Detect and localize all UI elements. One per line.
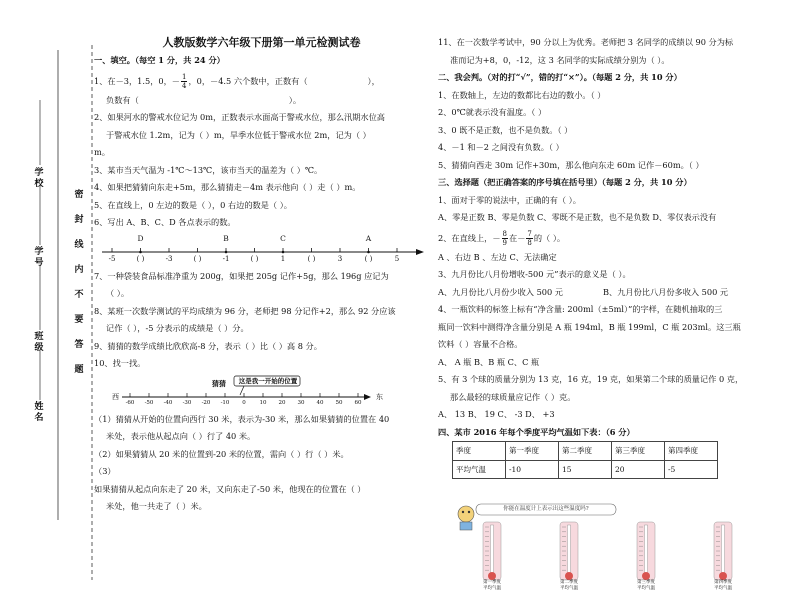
q1-text-b: ，0，－4.5 六个数中，正数有（ [188,75,308,86]
section2-heading: 二、我会判。（对的打“√”，错的打“×”）。（每题 2 分，共 10 分） [438,72,682,82]
thermometer-illustration [452,500,772,596]
q2-line2: 于警戒水位 1.2m，记为（ ）m，旱季水位低于警戒水位 2m，记为（ ） [106,129,371,140]
left-column [94,52,429,516]
q6-line: 6、写出 A、B、C、D 各点表示的数。 [94,217,236,227]
tick-label: -20 [201,399,211,406]
tick-label: 1 [280,254,286,263]
tick-label: -1 [222,254,230,263]
judge-1: 1、在数轴上，左边的数都比右边的数小。（ ） [438,89,606,100]
c2-f1-den: 9 [502,239,507,247]
q11-line2: 准而记为+8，0，-12，这 3 名同学的实际成绩分别为（ ）。 [450,54,670,65]
tick-label: 0 [242,399,246,406]
q10-1-line2: 米处，表示他从起点向（ ）行了 40 米。 [106,431,256,441]
choice-2 [438,227,778,249]
q10-1-line1: （1）猜猜从开始的位置向西行 30 米，表示为-30 米，那么如果猜猜的位置在 40 [94,413,390,424]
judge-4: 4、－1 和－2 之间没有负数。（ ） [438,142,564,152]
tick-label: ( ) [136,254,145,263]
tick-label: 60 [354,399,362,406]
tick-label: 30 [297,399,305,406]
choice-5-options: A、 13 B、 19 C、 -3 D、 +3 [438,409,555,419]
point-letter: B [223,233,229,243]
numline2-caption: 猜猜 [212,378,226,388]
q1-text-c: ）， [367,75,380,86]
choice-3-option-b: B、九月份比八月份多收入 500 元 [603,286,729,297]
choice-2-text-a: 2、在直线上，－ [438,232,501,243]
table-cell: 平均气温 [453,460,506,479]
thermometer-sub: 平均气温 [560,586,578,591]
q2-line1: 2、如果河水的警戒水位记为 0m，正数表示水面高于警戒水位，那么汛期水位高 [94,112,385,122]
tick-label: 3 [337,254,343,263]
choice-2-text-b: 在－ [509,232,526,243]
choice-3: 3、九月份比八月份增收-500 元”表示的意义是（ ）。 [438,269,631,279]
tick-label: -5 [108,254,116,263]
binding-strip [0,40,95,585]
point-dot [367,250,370,253]
thermometer-tube [722,525,725,573]
section4-heading: 四、某市 2016 年每个季度平均气温如下表：（6 分） [438,426,635,437]
thermometer-label [703,580,743,592]
seal-char: 题 [74,365,84,375]
temperature-table [452,441,718,479]
number-line-2 [94,373,429,411]
tick-label: -3 [165,254,173,263]
q7-line2: （ ）。 [106,288,130,298]
thermometer-sub: 平均气温 [637,586,655,591]
q10-line: 10、找一找。 [94,358,146,368]
choice-1-options: A、零是正数 B、零是负数 C、零既不是正数，也不是负数 D、零仅表示没有 [438,212,717,222]
tick-label: 20 [278,399,286,406]
thermometer-label [626,580,666,592]
q1-frac-num: 1 [181,73,187,81]
name-label: 姓名 [34,402,44,423]
choice-4-line1: 4、一瓶饮料的标签上标有“净含量: 200ml（±5ml）”的字样，在随机抽取的三 [438,304,723,314]
section1-heading: 一、填空。（每空 1 分，共 24 分） [94,55,225,65]
choice-5-line1: 5、有 3 个球的质量分别为 13 克，16 克，19 克，如果第二个球的质量记作 0 克， [438,374,744,384]
q11-line1: 11、在一次数学考试中，90 分以上为优秀。老师把 3 名同学的成绩以 90 分为标 [438,37,734,47]
page-title: 人教版数学六年级下册第一单元检测试卷 [162,36,361,49]
east-label: 东 [376,392,383,401]
q1-frac-den: 4 [181,82,187,90]
choice-2-text-c: 的（ ）。 [533,232,566,243]
right-column [438,34,778,479]
table-row [453,460,718,479]
tick-label: 10 [259,399,267,406]
seal-char: 线 [74,240,84,250]
table-cell: 季度 [453,442,506,461]
thermometer-bulb [488,572,496,580]
tick-label: -60 [125,399,135,406]
q1-text-a: 1、在－3，1.5，0，－ [94,75,180,86]
choice-4-line2: 瓶同一饮料中测得净含量分别是 A 瓶 194ml，B 瓶 199ml，C 瓶 203ml。这三瓶 [438,321,741,332]
q1-text-d: 负数有（ [106,94,139,105]
judge-2: 2、0℃就表示没有温度。（ ） [438,107,547,117]
speech-text: 你能在温度计上表示出这些温度吗? [503,506,589,512]
q10-3-line3: 米处，他一共走了（ ）米。 [106,501,207,511]
q1-fraction [181,73,187,90]
c2-f2-num: 7 [527,230,532,238]
c2-f2-den: 8 [527,239,532,247]
q10-3-line1: （3） [94,466,116,476]
thermometer-tube [491,525,494,573]
thermometer-tube [645,525,648,573]
q10-3-line2: 如果猜猜从起点向东走了 20 米，又向东走了-50 米，他现在的位置在（ ） [94,483,366,494]
choice-3-options [438,284,778,302]
q9-line: 9、猜猜的数学成绩比欣欣高-8 分，表示（ ）比（ ）高 8 分。 [94,340,322,351]
thermometer-quarter: 第三季度 [637,580,655,585]
thermometer-sub: 平均气温 [714,586,732,591]
choice-2-frac-1 [502,230,508,247]
point-letter: D [137,233,144,243]
tick-label: ( ) [364,254,373,263]
point-dot [282,250,285,253]
q8-line1: 8、某班一次数学测试的平均成绩为 96 分，老师把 98 分记作+2，那么 92 分应该 [94,305,396,316]
q1-line [94,70,429,92]
school-label: 学校 [34,168,44,189]
table-cell: 第四季度 [665,442,718,461]
table-cell: 第一季度 [506,442,559,461]
id-label: 学号 [34,247,44,268]
tick-label: -50 [144,399,154,406]
judge-5: 5、猜猜向西走 30m 记作+30m，那么他向东走 60m 记作－60m。（ ） [438,159,704,170]
choice-3-option-a: A、九月份比八月份少收入 500 元 [438,286,563,297]
point-letter: A [365,233,372,243]
tick-label: -40 [163,399,173,406]
q1-line2 [94,92,429,110]
q3-line: 3、某市当天气温为 -1℃～13℃，该市当天的温差为（ ）℃。 [94,164,323,175]
seal-text [74,190,84,376]
point-letter: C [280,233,286,243]
q8-line2: 记作（ ），-5 分表示的成绩是（ ）分。 [106,323,249,333]
choice-2-options: A 、右边 B 、左边 C、无法确定 [438,251,557,262]
q5-line: 5、在直线上，0 左边的数是（ ），0 右边的数是（ ）。 [94,199,292,210]
point-dot [139,250,142,253]
seal-char: 封 [74,215,84,225]
tick-label: ( ) [307,254,316,263]
tick-label: 40 [316,399,324,406]
tick-label: ( ) [193,254,202,263]
choice-2-frac-2 [526,230,532,247]
q10-2-line: （2）如果猜猜从 20 米的位置到-20 米的位置，需向（ ）行（ ）米。 [94,448,349,459]
seal-char: 答 [74,340,84,350]
table-header-row [453,442,718,461]
q4-line: 4、如果把猜猜向东走+5m，那么猜猜走－4m 表示他向（ ）走（ ）m。 [94,182,361,192]
table-cell: 第二季度 [559,442,612,461]
class-label: 班级 [34,332,44,353]
section3-heading: 三、选择题（把正确答案的序号填在括号里）（每题 2 分，共 10 分） [438,177,692,187]
table-cell: -5 [665,460,718,479]
tick-label: ( ) [250,254,259,263]
judge-3: 3、0 既不是正数，也不是负数。（ ） [438,124,573,135]
thermometer-bulb [719,572,727,580]
thermometer-label [549,580,589,592]
cartoon-character-icon [458,506,474,530]
choice-4-options: A、 A 瓶 B、B 瓶 C、C 瓶 [438,356,540,367]
thermometer-quarter: 第一季度 [483,580,501,585]
c2-f1-num: 8 [502,230,507,238]
west-label: 西 [112,392,119,401]
thermometer-quarter: 第二季度 [560,580,578,585]
choice-4-line3: 饮料（ ）容量不合格。 [438,339,523,349]
tick-label: 50 [335,399,343,406]
q1-text-e: ）。 [288,94,302,105]
thermometer-tube [568,525,571,573]
seal-char: 内 [74,265,84,275]
seal-char: 不 [74,290,84,300]
q7-line1: 7、一种袋装食品标准净重为 200g，如果把 205g 记作+5g，那么 196g 应记为 [94,270,389,281]
tick-label: -10 [220,399,230,406]
tick-label: 5 [394,254,400,263]
q2-line3: m。 [94,147,110,157]
choice-5-line2: 那么最轻的球质量应记作（ ）克。 [450,391,576,402]
thermometer-sub: 平均气温 [483,586,501,591]
table-cell: -10 [506,460,559,479]
point-dot [225,250,228,253]
thermometer-bulb [565,572,573,580]
thermometer-bulb [642,572,650,580]
table-cell: 第三季度 [612,442,665,461]
choice-1: 1、面对于零的说法中，正确的有（ ）。 [438,194,581,205]
thermometer-label [472,580,512,592]
table-cell: 15 [559,460,612,479]
table-cell: 20 [612,460,665,479]
thermometer-quarter: 第四季度 [714,580,732,585]
seal-char: 要 [74,315,84,325]
number-line-1 [94,232,429,268]
seal-char: 密 [74,190,84,200]
numline2-box-text: 这是我一开始的位置 [238,376,298,385]
tick-label: -30 [182,399,192,406]
